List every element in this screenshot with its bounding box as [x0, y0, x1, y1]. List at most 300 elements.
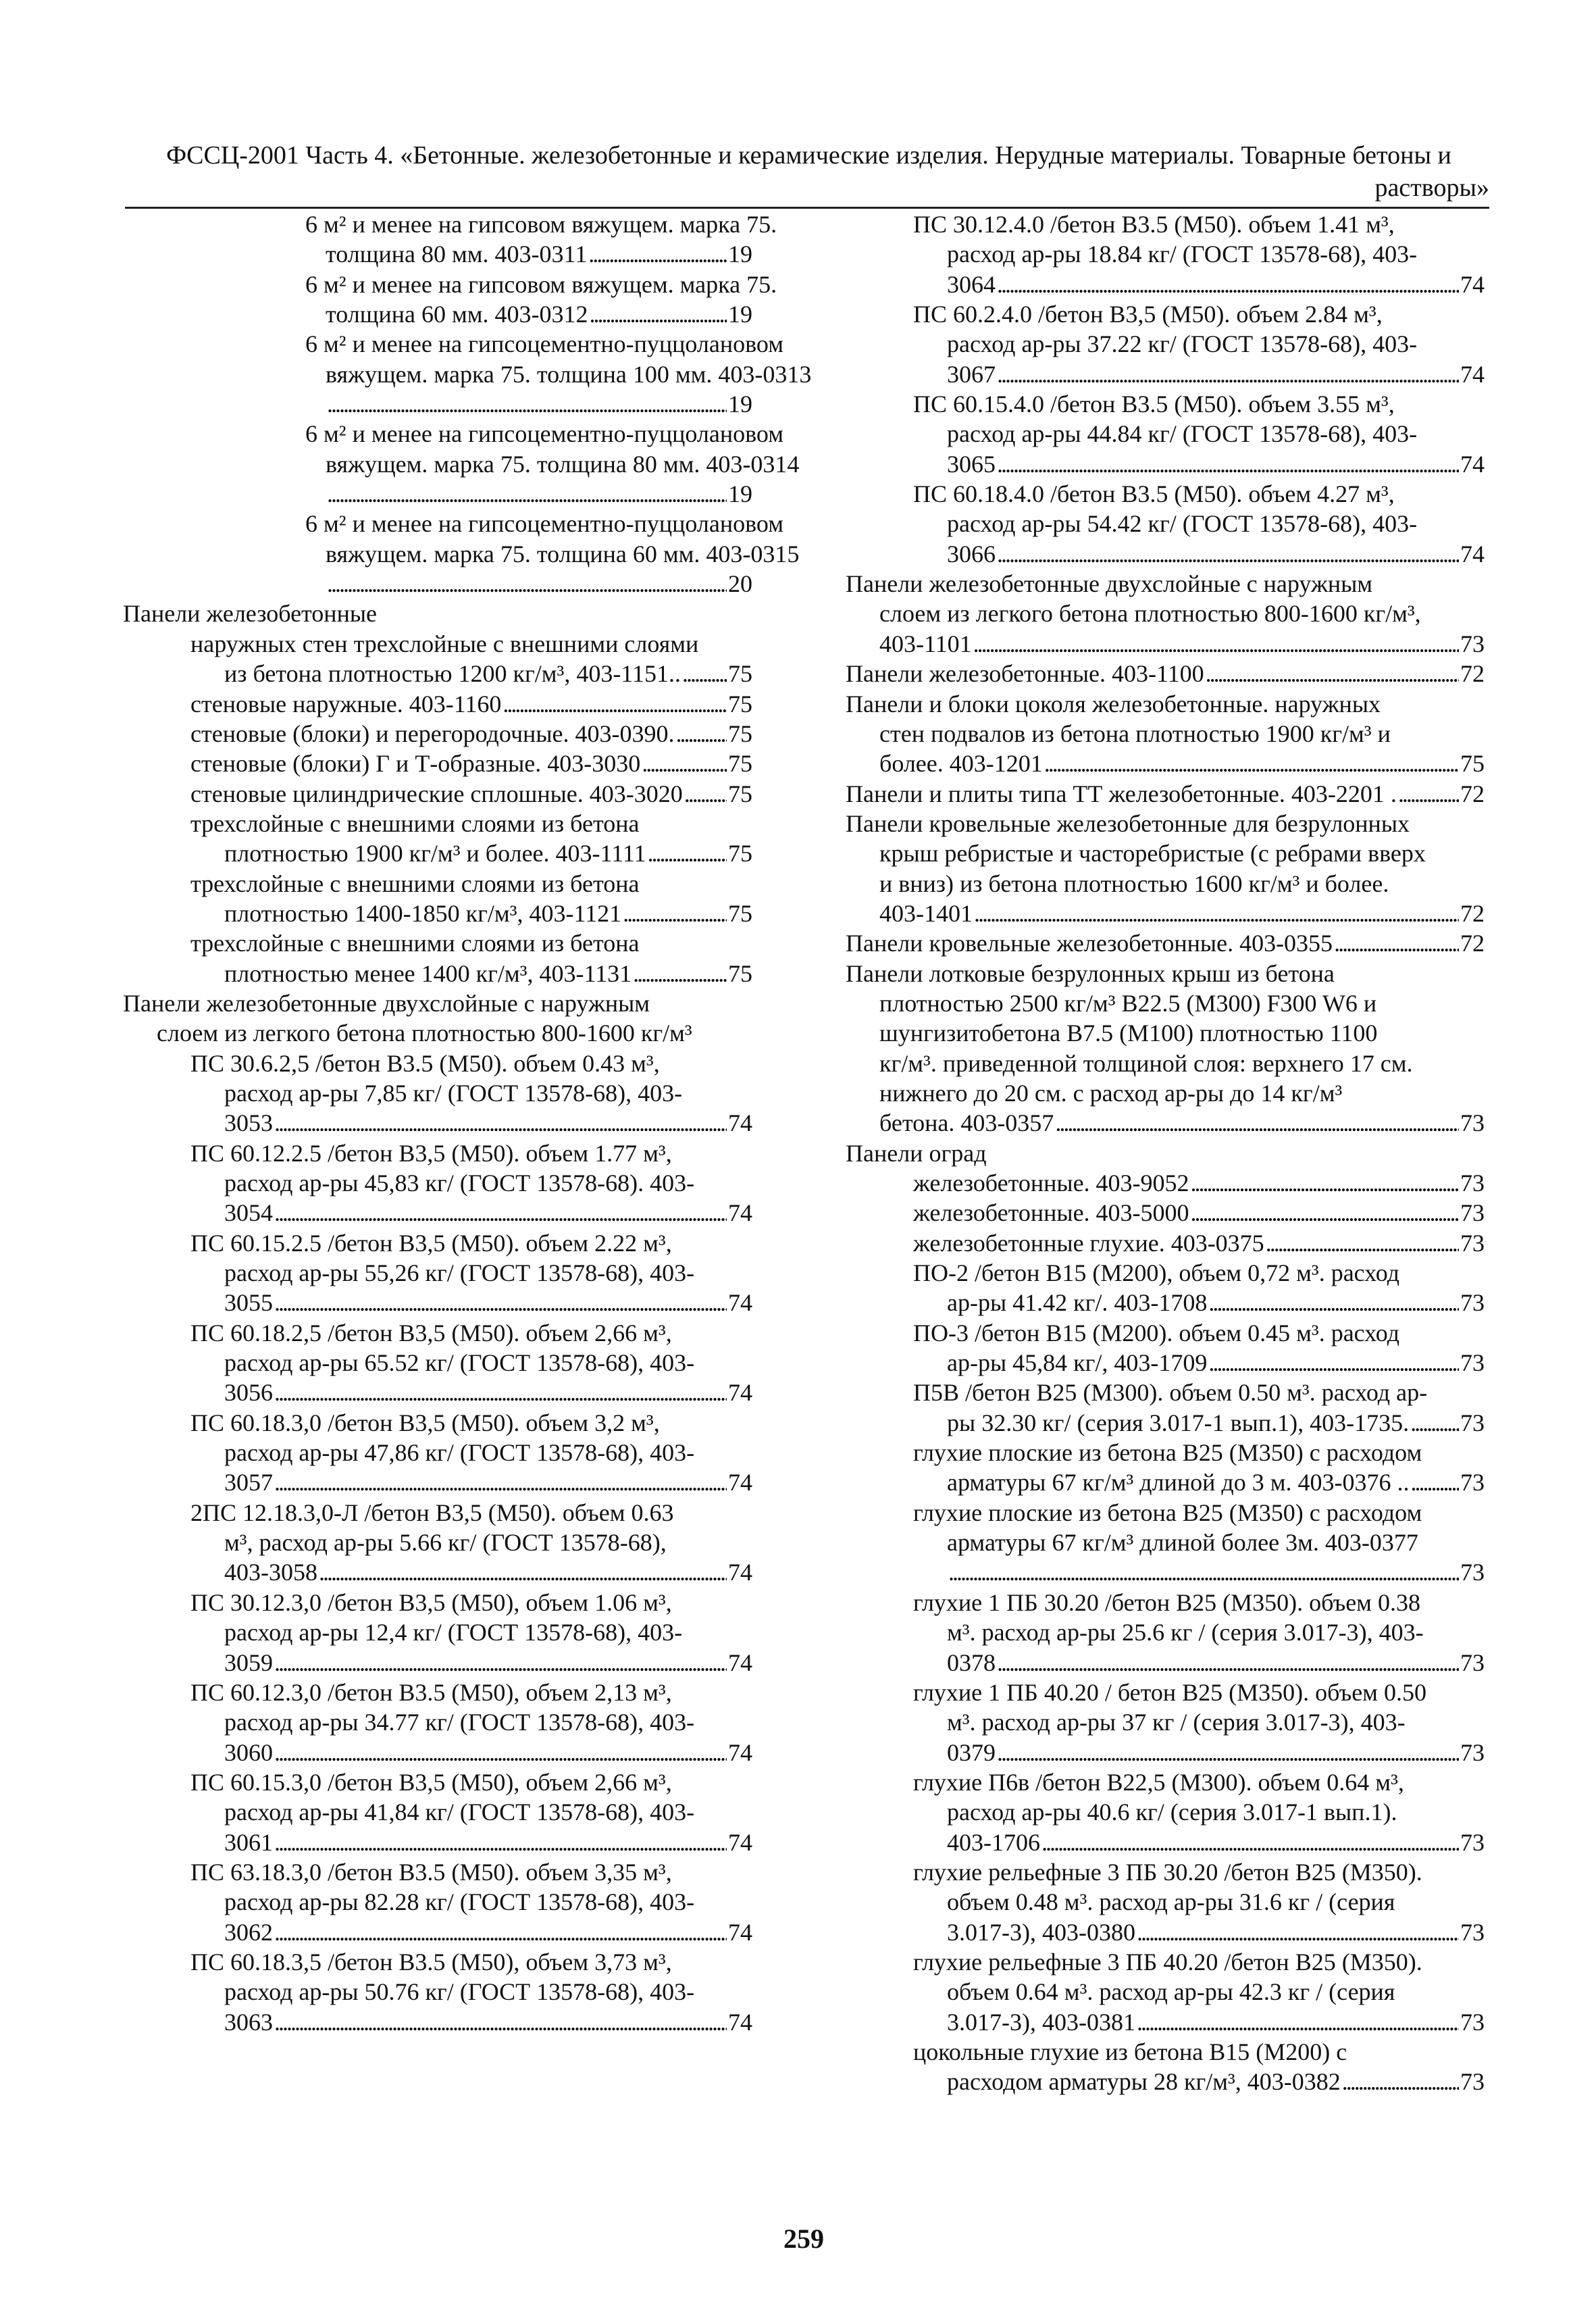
index-entry-text: плотностью 1400-1850 кг/м³, 403-1121	[224, 899, 622, 927]
index-entry-line	[123, 1168, 752, 1198]
index-entry-line	[846, 629, 1485, 659]
index-page-ref: 72	[1460, 930, 1485, 957]
index-entry-line	[846, 1678, 1485, 1707]
index-entry-line	[846, 959, 1485, 988]
index-page-ref: 73	[1460, 1649, 1485, 1676]
index-entry-line	[123, 1318, 752, 1348]
index-entry-line	[846, 1648, 1485, 1678]
index-entry-line	[123, 1438, 752, 1467]
index-entry-text: ПС 60.15.2.5 /бетон В3,5 (М50). объем 2.22 м³,	[190, 1229, 672, 1257]
dot-leader	[1410, 1467, 1459, 1497]
index-entry	[123, 869, 752, 929]
index-entry-text: ар-ры 45,84 кг/, 403-1709	[947, 1349, 1208, 1377]
index-page-ref: 74	[728, 1738, 752, 1766]
index-entry-line	[123, 779, 752, 809]
index-entry-line	[846, 359, 1485, 389]
index-entry-text: ПС 63.18.3,0 /бетон В3.5 (М50). объем 3,35 м³,	[190, 1858, 672, 1886]
index-entry-line	[123, 270, 777, 299]
index-page-ref: 74	[728, 2008, 752, 2036]
index-entry	[846, 389, 1485, 479]
index-entry	[123, 749, 752, 778]
index-entry-text: Панели железобетонные. 403-1100	[846, 660, 1204, 688]
index-page-ref: 73	[1460, 1289, 1485, 1317]
index-entry-text: железобетонные глухие. 403-0375	[913, 1229, 1264, 1257]
index-entry-text: трехслойные с внешними слоями из бетона	[190, 870, 640, 897]
index-entry-line	[846, 1977, 1485, 2007]
index-entry	[846, 569, 1485, 659]
index-entry-text: Панели кровельные железобетонные для безрулонных	[846, 809, 1410, 837]
dot-leader	[274, 1108, 727, 1138]
index-entry-line	[123, 749, 752, 778]
index-entry-line	[846, 1557, 1485, 1587]
index-entry-line	[123, 1678, 752, 1707]
index-entry-line	[123, 1078, 752, 1108]
index-entry-text: ПО-2 /бетон В15 (М200), объем 0,72 м³. расход	[913, 1259, 1400, 1287]
index-page-ref: 75	[728, 690, 752, 718]
index-entry	[123, 1498, 752, 1588]
index-entry-line	[123, 359, 812, 389]
index-entry-line	[846, 1917, 1485, 1947]
index-entry-text: расход ар-ры 82.28 кг/ (ГОСТ 13578-68), 403-	[224, 1888, 695, 1916]
index-entry	[123, 1138, 752, 1228]
index-entry-line	[846, 509, 1485, 538]
index-entry	[123, 1318, 752, 1408]
index-entry-text: 6 м² и менее на гипсовом вяжущем. марка 75.	[305, 211, 777, 238]
index-entry-line	[123, 629, 752, 659]
index-entry	[846, 689, 1485, 779]
index-page-ref: 73	[1460, 1349, 1485, 1377]
index-entry-text: 3056	[224, 1379, 273, 1407]
index-entry-text: расход ар-ры 7,85 кг/ (ГОСТ 13578-68), 403-	[224, 1079, 683, 1107]
index-entry-text: 3061	[224, 1828, 273, 1856]
index-entry-text: глухие 1 ПБ 40.20 / бетон В25 (М350). объем 0.50	[913, 1678, 1426, 1706]
index-entry-line	[846, 869, 1485, 899]
index-entry-text: м³. расход ар-ры 25.6 кг / (серия 3.017-3), 403-	[947, 1619, 1424, 1646]
index-entry-line	[123, 479, 752, 509]
index-page-ref: 73	[1460, 2068, 1485, 2096]
index-entry	[846, 1198, 1485, 1228]
dot-leader	[1342, 2067, 1459, 2096]
index-entry-line	[846, 1168, 1485, 1198]
index-entry-text: шунгизитобетона В7.5 (М100) плотностью 1100	[879, 1020, 1378, 1047]
index-entry-text: вяжущем. марка 75. толщина 80 мм. 403-0314	[326, 450, 800, 478]
index-entry-line	[123, 1767, 752, 1797]
index-page-ref: 74	[728, 1828, 752, 1856]
index-entry-text: плотностью 2500 кг/м³ В22.5 (М300) F300 W6 и	[879, 989, 1377, 1017]
index-entry-line	[846, 1049, 1485, 1078]
index-entry-text: вяжущем. марка 75. толщина 100 мм. 403-0313	[326, 360, 812, 388]
index-entry-text: 3067	[947, 360, 996, 388]
index-page-ref: 74	[1460, 360, 1485, 388]
dot-leader	[623, 899, 727, 928]
dot-leader	[1137, 2007, 1459, 2037]
running-header	[128, 139, 1489, 204]
index-page-ref: 74	[1460, 540, 1485, 568]
index-entry-text: 403-1101	[879, 630, 972, 657]
index-entry-text: 3059	[224, 1649, 273, 1676]
index-entry	[123, 209, 777, 270]
index-entry	[846, 1498, 1485, 1588]
index-entry-line	[123, 1617, 752, 1647]
index-entry-text: 2ПС 12.18.3,0-Л /бетон В3,5 (М50). объем 0.63	[190, 1499, 674, 1526]
index-entry-line	[123, 1138, 752, 1168]
index-entry	[123, 1408, 752, 1498]
index-entry-line	[123, 988, 752, 1018]
index-entry-text: крыш ребристые и часторебристые (с ребрами вверх	[879, 840, 1426, 867]
index-entry-line	[846, 239, 1485, 269]
index-entry-line	[123, 209, 777, 239]
index-entry-text: объем 0.64 м³. расход ар-ры 42.3 кг / (серия	[947, 1978, 1395, 2006]
index-entry-line	[846, 988, 1485, 1018]
index-entry-line	[123, 599, 752, 628]
index-page-ref: 75	[728, 720, 752, 747]
index-entry-line	[846, 329, 1485, 359]
index-page-ref: 19	[728, 301, 752, 328]
index-entry-text: расход ар-ры 18.84 кг/ (ГОСТ 13578-68), 403-	[947, 241, 1418, 268]
index-entry-line	[846, 1767, 1485, 1797]
header-rule	[125, 207, 1489, 209]
index-entry-line	[123, 239, 752, 269]
index-entry-text: стеновые (блоки) и перегородочные. 403-0390.	[190, 720, 675, 747]
dot-leader	[1206, 659, 1459, 688]
index-page-ref: 73	[1460, 1738, 1485, 1766]
index-entry-text: толщина 80 мм. 403-0311	[326, 241, 588, 268]
index-entry	[846, 809, 1485, 928]
index-entry	[123, 1767, 752, 1857]
index-entry	[846, 1168, 1485, 1198]
index-entry-text: расход ар-ры 37.22 кг/ (ГОСТ 13578-68), 403-	[947, 330, 1418, 358]
index-entry-text: ПС 30.12.4.0 /бетон В3.5 (М50). объем 1.41 м³,	[913, 211, 1395, 238]
index-entry-line	[846, 599, 1485, 628]
index-entry-text: ар-ры 41.42 кг/. 403-1708	[947, 1289, 1208, 1317]
index-entry-line	[846, 1828, 1485, 1857]
index-entry-line	[846, 1438, 1485, 1467]
dot-leader	[1044, 749, 1459, 778]
index-entry-line	[846, 299, 1485, 329]
dot-leader	[997, 449, 1459, 479]
index-page-ref: 75	[728, 959, 752, 987]
index-entry-line	[123, 389, 752, 419]
dot-leader	[948, 1557, 1459, 1587]
index-entry-line	[123, 1228, 752, 1258]
index-entry-text: глухие рельефные 3 ПБ 40.20 /бетон В25 (М350).	[913, 1948, 1422, 1976]
index-entry	[846, 1438, 1485, 1498]
index-entry-text: более. 403-1201	[879, 750, 1043, 778]
index-entry-line	[123, 928, 752, 958]
index-entry-line	[846, 1588, 1485, 1617]
index-entry-text: ПС 60.2.4.0 /бетон В3,5 (М50). объем 2.84 м³,	[913, 301, 1383, 328]
index-entry-text: ПС 60.18.3,5 /бетон В3.5 (М50), объем 3,73 м³,	[190, 1948, 672, 1976]
index-entry	[846, 1767, 1485, 1857]
index-entry-line	[123, 1467, 752, 1497]
index-entry-text: Панели кровельные железобетонные. 403-0355	[846, 930, 1333, 957]
index-entry-text: нижнего до 20 см. с расход ар-ры до 14 кг/м³	[879, 1079, 1343, 1107]
index-entry-line	[123, 1707, 752, 1737]
dot-leader	[274, 1467, 727, 1497]
index-entry-text: железобетонные. 403-5000	[913, 1199, 1189, 1227]
index-entry-line	[846, 389, 1485, 419]
index-entry-line	[846, 1078, 1485, 1108]
index-entry-line	[846, 2007, 1485, 2037]
index-entry-line	[846, 1738, 1485, 1767]
index-entry-text: трехслойные с внешними слоями из бетона	[190, 809, 640, 837]
index-entry-line	[846, 209, 1485, 239]
index-entry-text: 0378	[947, 1649, 996, 1676]
index-entry-line	[123, 1887, 752, 1917]
index-entry-line	[123, 838, 752, 868]
index-entry-line	[123, 1528, 752, 1557]
index-entry-line	[846, 270, 1485, 299]
index-entry-text: арматуры 67 кг/м³ длиной до 3 м. 403-0376 ..	[947, 1469, 1410, 1496]
index-entry	[123, 719, 752, 749]
index-entry-text: из бетона плотностью 1200 кг/м³, 403-1151..	[224, 660, 681, 688]
index-entry-line	[846, 1138, 1485, 1168]
index-entry-line	[846, 1228, 1485, 1258]
index-entry-line	[846, 1198, 1485, 1228]
index-entry-line	[123, 1828, 752, 1857]
index-entry-line	[123, 329, 783, 359]
index-entry-line	[846, 899, 1485, 928]
index-entry-line	[846, 1887, 1485, 1917]
index-entry-text: плотностью менее 1400 кг/м³, 403-1131	[224, 959, 632, 987]
index-entry	[846, 1258, 1485, 1318]
index-page-ref: 75	[728, 840, 752, 867]
dot-leader	[682, 659, 727, 688]
index-page-ref: 75	[728, 750, 752, 778]
index-entry-line	[846, 1797, 1485, 1827]
index-entry	[123, 629, 752, 689]
index-entry	[846, 1228, 1485, 1258]
index-page-ref: 74	[728, 1469, 752, 1496]
index-entry-text: расходом арматуры 28 кг/м³, 403-0382	[947, 2068, 1341, 2096]
index-entry-line	[846, 1617, 1485, 1647]
index-entry-line	[846, 1108, 1485, 1138]
index-page-ref: 74	[728, 1918, 752, 1946]
dot-leader	[642, 749, 727, 778]
index-entry-line	[123, 1348, 752, 1378]
index-entry-text: стен подвалов из бетона плотностью 1900 кг/м³ и	[879, 720, 1391, 747]
header-line-2: растворы»	[1374, 174, 1489, 202]
dot-leader	[684, 779, 727, 809]
index-entry	[846, 2037, 1485, 2097]
index-entry-text: 0379	[947, 1738, 996, 1766]
index-entry	[846, 1138, 1485, 1168]
index-entry-text: 3066	[947, 540, 996, 568]
index-entry-line	[846, 479, 1485, 509]
index-entry-line	[846, 569, 1485, 599]
dot-leader	[503, 689, 727, 719]
dot-leader	[973, 629, 1459, 659]
index-entry	[123, 329, 812, 419]
index-entry-text: расход ар-ры 47,86 кг/ (ГОСТ 13578-68), 403-	[224, 1439, 695, 1467]
index-entry-line	[123, 1018, 752, 1048]
index-entry-text: кг/м³. приведенной толщиной слоя: верхнего 17 см.	[879, 1049, 1413, 1077]
dot-leader	[274, 1648, 727, 1678]
index-entry	[846, 1378, 1485, 1438]
index-entry-line	[123, 689, 752, 719]
dot-leader	[327, 479, 727, 509]
index-entry-text: 3057	[224, 1469, 273, 1496]
index-page-ref: 73	[1460, 1229, 1485, 1257]
index-entry-line	[123, 1498, 752, 1528]
dot-leader	[274, 1828, 727, 1857]
index-entry-text: расход ар-ры 45,83 кг/ (ГОСТ 13578-68). 403-	[224, 1169, 695, 1197]
index-entry-text: наружных стен трехслойные с внешними слоями	[190, 630, 699, 657]
index-entry-line	[123, 1857, 752, 1887]
index-entry-text: глухие рельефные 3 ПБ 30.20 /бетон В25 (М350).	[913, 1858, 1422, 1886]
index-entry-text: объем 0.48 м³. расход ар-ры 31.6 кг / (серия	[947, 1888, 1395, 1916]
index-entry-line	[846, 838, 1485, 868]
index-entry-line	[123, 1738, 752, 1767]
index-entry-line	[123, 1917, 752, 1947]
index-entry-text: ПС 60.12.3,0 /бетон В3.5 (М50), объем 2,13 м³,	[190, 1678, 672, 1706]
index-entry-line	[846, 749, 1485, 778]
dot-leader	[997, 359, 1459, 389]
index-entry	[846, 209, 1485, 299]
index-entry	[846, 928, 1485, 958]
index-entry-text: ПС 60.15.3,0 /бетон В3,5 (М50), объем 2,66 м³,	[190, 1768, 672, 1796]
index-entry-text: расход ар-ры 54.42 кг/ (ГОСТ 13578-68), 403-	[947, 510, 1418, 538]
index-entry-text: Панели и блоки цоколя железобетонные. наружных	[846, 690, 1381, 718]
index-entry-line	[846, 1467, 1485, 1497]
index-page-ref: 73	[1460, 2008, 1485, 2036]
index-page-ref: 74	[728, 1649, 752, 1676]
index-entry	[123, 1228, 752, 1318]
index-entry-text: слоем из легкого бетона плотностью 800-1600 кг/м³	[157, 1020, 692, 1047]
index-entry-text: ПС 60.18.3,0 /бетон В3,5 (М50). объем 3,2 м³,	[190, 1409, 660, 1436]
index-entry-text: 3.017-3), 403-0380	[947, 1918, 1135, 1946]
page-number: 259	[783, 2223, 824, 2254]
dot-leader	[1137, 1917, 1459, 1947]
index-entry-text: Панели железобетонные	[123, 600, 377, 628]
dot-leader	[648, 838, 727, 868]
index-entry-line	[123, 1588, 752, 1617]
index-entry	[846, 479, 1485, 569]
dot-leader	[1041, 1828, 1459, 1857]
index-entry-line	[846, 689, 1485, 719]
index-entry-text: глухие плоские из бетона В25 (М350) с расходом	[913, 1439, 1422, 1467]
index-page-ref: 19	[728, 241, 752, 268]
index-entry-line	[123, 869, 752, 899]
index-entry-line	[123, 419, 783, 449]
index-page-ref: 74	[1460, 270, 1485, 298]
index-entry	[123, 1588, 752, 1678]
index-page-ref: 73	[1460, 1469, 1485, 1496]
index-entry-text: расход ар-ры 12,4 кг/ (ГОСТ 13578-68), 403-	[224, 1619, 683, 1646]
index-entry-line	[846, 659, 1485, 688]
index-entry	[846, 299, 1485, 389]
index-entry-text: 6 м² и менее на гипсоцементно-пуццолановом	[305, 420, 783, 448]
index-entry-text: 3054	[224, 1199, 273, 1227]
index-page-ref: 74	[728, 1559, 752, 1586]
index-entry-text: 3065	[947, 450, 996, 478]
index-entry	[846, 1857, 1485, 1947]
index-entry-line	[846, 2037, 1485, 2067]
index-page-ref: 75	[728, 780, 752, 807]
index-entry	[123, 1857, 752, 1947]
dot-leader	[319, 1557, 727, 1587]
index-entry-line	[123, 1258, 752, 1288]
index-entry-text: 6 м² и менее на гипсовом вяжущем. марка 75.	[305, 270, 777, 298]
index-entry-line	[123, 1049, 752, 1078]
index-entry-text: 3063	[224, 2008, 273, 2036]
index-entry-text: Панели и плиты типа ТТ железобетонные. 403-2201 .	[846, 780, 1397, 807]
index-entry-line	[846, 1707, 1485, 1737]
dot-leader	[274, 1378, 727, 1407]
index-entry-text: стеновые наружные. 403-1160	[190, 690, 502, 718]
index-page-ref: 73	[1460, 1109, 1485, 1137]
dot-leader	[1191, 1198, 1459, 1228]
index-entry-line	[123, 509, 783, 538]
index-entry	[846, 659, 1485, 688]
index-page-ref: 72	[1460, 780, 1485, 807]
dot-leader	[327, 569, 727, 599]
index-entry-text: расход ар-ры 41,84 кг/ (ГОСТ 13578-68), 403-	[224, 1799, 695, 1826]
index-entry-text: глухие П6в /бетон В22,5 (М300). объем 0.64 м³,	[913, 1768, 1404, 1796]
index-entry-line	[123, 1797, 752, 1827]
index-page-ref: 75	[728, 899, 752, 927]
index-entry	[846, 779, 1485, 809]
index-entry-text: вяжущем. марка 75. толщина 60 мм. 403-0315	[326, 540, 800, 568]
index-entry-line	[846, 1408, 1485, 1438]
index-page-ref: 73	[1460, 1169, 1485, 1197]
index-entry-text: Панели железобетонные двухслойные с наружным	[846, 570, 1373, 598]
index-entry	[123, 1678, 752, 1767]
index-entry-text: цокольные глухие из бетона В15 (М200) с	[913, 2038, 1347, 2065]
index-entry-text: расход ар-ры 55,26 кг/ (ГОСТ 13578-68), 403-	[224, 1259, 695, 1287]
dot-leader	[997, 1648, 1459, 1678]
index-entry-line	[846, 1288, 1485, 1317]
index-entry-line	[123, 539, 800, 569]
index-column-right	[846, 209, 1485, 2097]
index-entry	[846, 1678, 1485, 1767]
dot-leader	[1334, 928, 1459, 958]
index-entry-text: 3062	[224, 1918, 273, 1946]
index-entry-line	[846, 928, 1485, 958]
index-page-ref: 74	[728, 1109, 752, 1137]
index-entry-text: ры 32.30 кг/ (серия 3.017-1 вып.1), 403-1735.	[947, 1409, 1410, 1436]
index-page-ref: 73	[1460, 1559, 1485, 1586]
dot-leader	[974, 899, 1459, 928]
index-entry-text: расход ар-ры 50.76 кг/ (ГОСТ 13578-68), 403-	[224, 1978, 695, 2006]
index-entry-line	[846, 1378, 1485, 1407]
dot-leader	[1191, 1168, 1459, 1198]
index-entry	[123, 1947, 752, 2037]
index-column-left	[123, 209, 812, 2037]
index-entry-text: ПО-3 /бетон В15 (М200). объем 0.45 м³. расход	[913, 1319, 1400, 1347]
dot-leader	[274, 1198, 727, 1228]
index-page-ref: 75	[728, 660, 752, 688]
index-entry-text: 3.017-3), 403-0381	[947, 2008, 1135, 2036]
index-entry-line	[123, 719, 752, 749]
index-page-ref: 74	[1460, 450, 1485, 478]
index-entry	[123, 928, 752, 988]
index-page-ref: 20	[728, 570, 752, 598]
index-entry-line	[123, 1378, 752, 1407]
index-page-ref: 19	[728, 480, 752, 508]
index-entry	[123, 599, 752, 628]
dot-leader	[274, 1917, 727, 1947]
index-entry-text: м³. расход ар-ры 37 кг / (серия 3.017-3), 403-	[947, 1709, 1406, 1736]
index-page-ref: 75	[1460, 750, 1485, 778]
index-entry-line	[846, 779, 1485, 809]
index-page-ref: 72	[1460, 660, 1485, 688]
index-entry-text: ПС 60.18.2,5 /бетон В3,5 (М50). объем 2,66 м³,	[190, 1319, 672, 1347]
index-entry	[123, 988, 752, 1049]
index-page-ref: 74	[728, 1289, 752, 1317]
index-entry-line	[846, 1498, 1485, 1528]
index-entry-text: глухие плоские из бетона В25 (М350) с расходом	[913, 1499, 1422, 1526]
